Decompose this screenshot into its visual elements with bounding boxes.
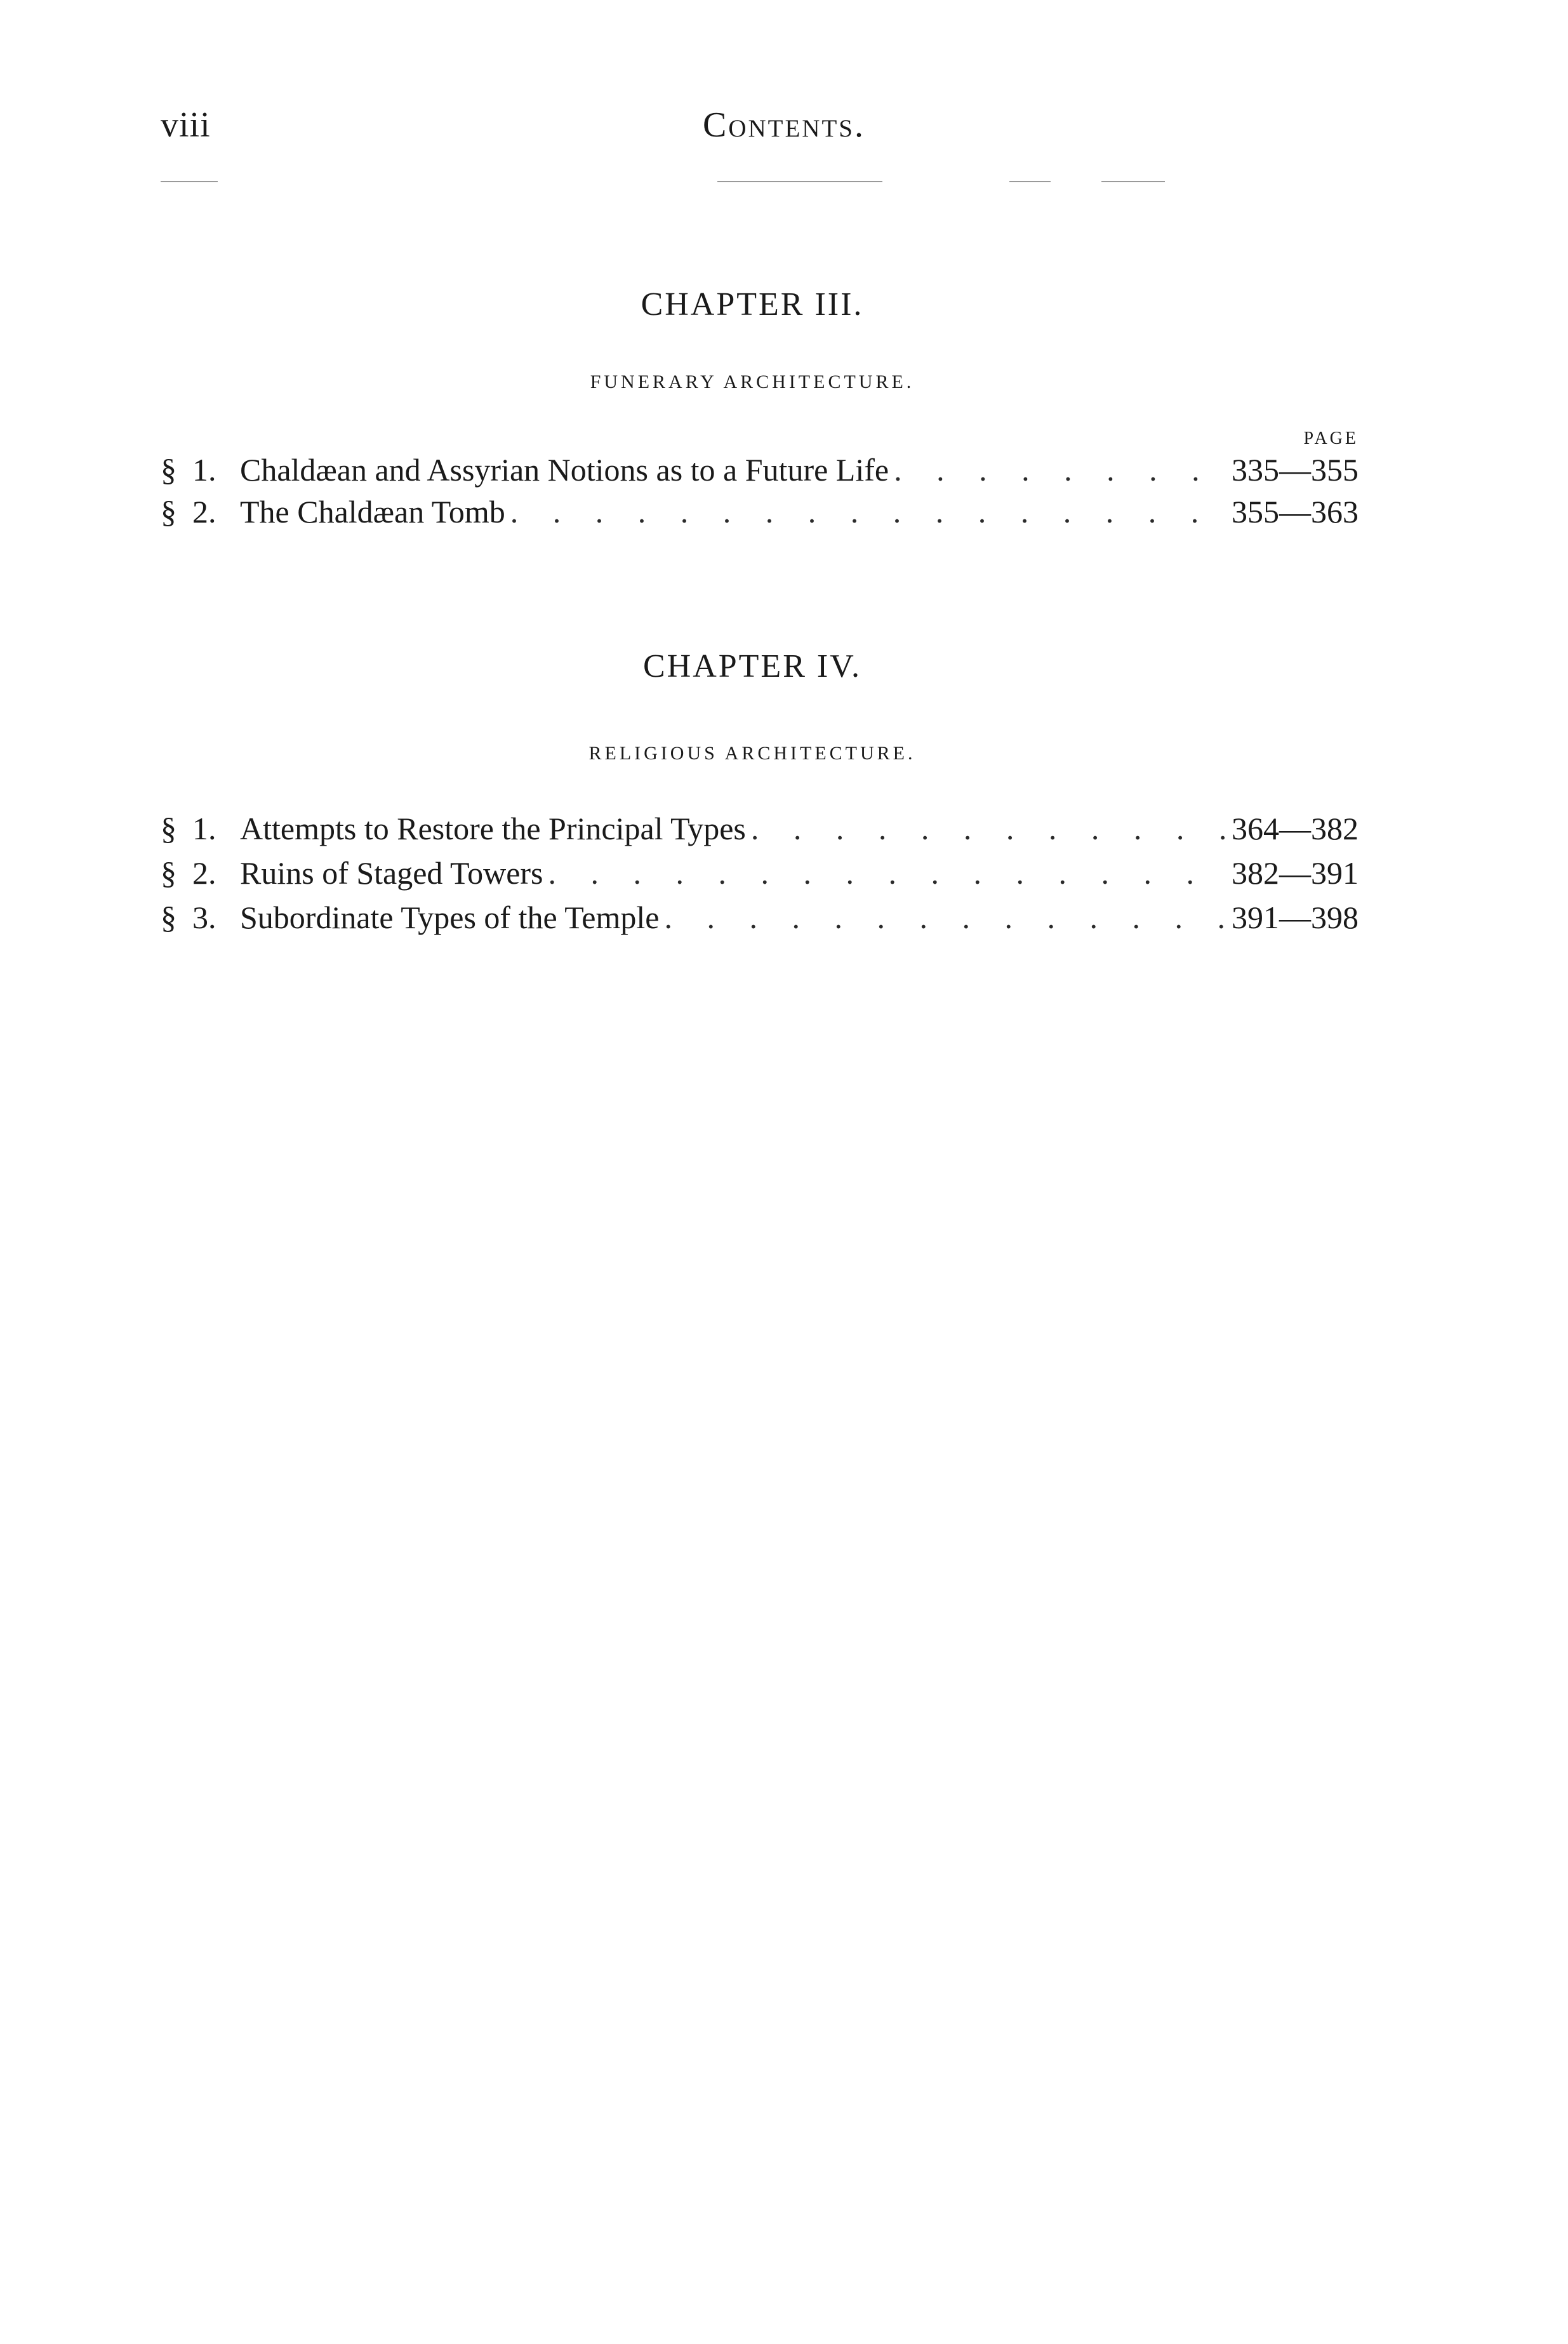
section-pages: 391—398	[1232, 900, 1359, 935]
section-mark: §	[161, 855, 176, 891]
chapter-subtitle: FUNERARY ARCHITECTURE.	[590, 371, 915, 392]
section-title: Chaldæan and Assyrian Notions as to a Future Life	[240, 452, 889, 488]
toc-entry	[161, 852, 1359, 894]
section-number: 2.	[192, 855, 216, 891]
toc-entry	[161, 896, 1359, 938]
toc-entry	[161, 808, 1359, 849]
section-title: Ruins of Staged Towers	[240, 855, 543, 891]
section-number: 3.	[192, 900, 216, 935]
section-mark: §	[161, 900, 176, 935]
page-number: viii	[161, 105, 211, 145]
header-rule	[1009, 181, 1051, 182]
dot-leader	[664, 896, 1228, 938]
section-title: Attempts to Restore the Principal Types	[240, 811, 746, 846]
chapter-title: CHAPTER III.	[641, 286, 864, 323]
section-mark: §	[161, 452, 176, 488]
section-pages: 364—382	[1232, 811, 1359, 846]
section-title: The Chaldæan Tomb	[240, 494, 505, 529]
section-mark: §	[161, 811, 176, 846]
page-column-label: PAGE	[1303, 429, 1359, 448]
header-rule	[717, 181, 882, 182]
dot-leader	[894, 449, 1228, 491]
dot-leader	[548, 852, 1228, 894]
section-pages: 335—355	[1232, 452, 1359, 488]
section-number: 2.	[192, 494, 216, 529]
section-title: Subordinate Types of the Temple	[240, 900, 660, 935]
section-mark: §	[161, 494, 176, 529]
section-number: 1.	[192, 452, 216, 488]
dot-leader	[510, 491, 1228, 533]
running-head: Contents.	[702, 105, 865, 145]
chapter-subtitle: RELIGIOUS ARCHITECTURE.	[588, 743, 916, 764]
header-rule	[161, 181, 218, 182]
section-number: 1.	[192, 811, 216, 846]
chapter-title: CHAPTER IV.	[642, 648, 862, 684]
section-pages: 355—363	[1232, 494, 1359, 529]
toc-entry	[161, 449, 1359, 491]
dot-leader	[751, 808, 1228, 849]
section-pages: 382—391	[1232, 855, 1359, 891]
header-rule	[1101, 181, 1165, 182]
toc-entry	[161, 491, 1359, 533]
